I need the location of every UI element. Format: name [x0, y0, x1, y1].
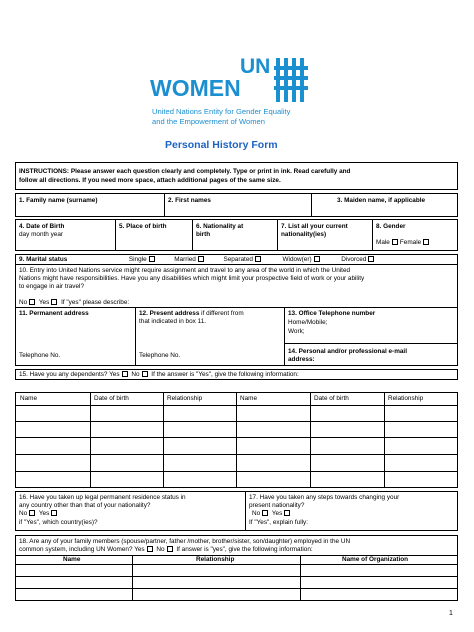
nationality-label-1: 6. Nationality at [196, 223, 244, 230]
present-address-label [139, 310, 244, 317]
first-names-field[interactable] [164, 193, 312, 217]
marital-status-options [19, 256, 376, 263]
q18-text-b: No [156, 546, 165, 553]
office-phone-label: 13. Office Telephone number [288, 310, 376, 317]
un-women-logo [150, 55, 326, 133]
q18-line2 [19, 546, 313, 553]
present-address-rest: if different from [199, 310, 244, 317]
married-label: Married [174, 256, 196, 263]
present-address-line2: that indicated in box 11. [139, 318, 207, 325]
q16-answer [19, 510, 59, 517]
q10-line3: to engage in air travel? [19, 283, 85, 290]
widowed-checkbox[interactable] [314, 256, 320, 262]
q10-no-checkbox[interactable] [29, 299, 35, 305]
logo-women-text: WOMEN [150, 75, 241, 101]
q16-no-label: No [19, 510, 28, 517]
q17-line4: If "Yes", explain fully: [249, 519, 309, 526]
married-checkbox[interactable] [198, 256, 204, 262]
male-checkbox[interactable] [392, 239, 398, 245]
current-nat-label-1: 7. List all your current [281, 223, 348, 230]
marital-status-label: 9. Marital status [19, 256, 68, 263]
q10-no-label: No [19, 299, 28, 306]
q16-no-checkbox[interactable] [29, 510, 35, 516]
female-label: Female [399, 239, 422, 246]
dep-col-name-1: Name [20, 395, 38, 402]
family-name-field[interactable] [15, 193, 165, 217]
q17-no-label: No [252, 510, 261, 517]
q10-answer [19, 299, 129, 306]
instructions-line2: follow all directions. If you need more space, attach additional pages of the same size. [19, 177, 281, 184]
q16-line4: if "Yes", which country(ies)? [19, 519, 98, 526]
home-mobile-label: Home/Mobile; [288, 319, 328, 326]
page-number: 1 [449, 610, 453, 617]
q15-dependents-header [15, 369, 458, 380]
first-names-label: 2. First names [168, 197, 211, 204]
family-name-label: 1. Family name (surname) [19, 197, 98, 204]
q16-yes-label: Yes [38, 510, 50, 517]
divorced-checkbox[interactable] [368, 256, 374, 262]
present-telephone-label: Telephone No. [139, 352, 181, 359]
dep-col-dob-1: Date of birth [94, 395, 129, 402]
q17-no-checkbox[interactable] [262, 510, 268, 516]
q16-line1: 16. Have you taken up legal permanent residence status in [19, 494, 186, 501]
date-of-birth-field[interactable] [15, 219, 116, 251]
permanent-address-label: 11. Permanent address [19, 310, 89, 317]
fam-col-name: Name [63, 556, 81, 563]
q16-line2: any country other than that of your nationality? [19, 502, 151, 509]
q18-line1: 18. Are any of your family members (spouse/partner, father /mother, brother/sister, son/daughter) employed in the UN [19, 538, 351, 545]
single-label: Single [128, 256, 147, 263]
email-label-2: address: [288, 356, 315, 363]
gender-field [372, 219, 458, 251]
dep-col-rel-1: Relationship [167, 395, 203, 402]
gender-label: 8. Gender [376, 223, 406, 230]
permanent-telephone-label: Telephone No. [19, 352, 61, 359]
q18-no-checkbox[interactable] [167, 546, 173, 552]
email-label-1: 14. Personal and/or professional e-mail [288, 348, 407, 355]
q18-text-a: common system, including UN Women? Yes [19, 546, 145, 553]
q17-nationality-change-box [245, 491, 458, 531]
maiden-name-label: 3. Maiden name, if applicable [337, 197, 426, 204]
q10-yes-label: Yes [38, 299, 50, 306]
separated-label: Separated [223, 256, 253, 263]
q15-text-c: If the answer is "Yes", give the following information: [151, 371, 299, 378]
q18-yes-checkbox[interactable] [147, 546, 153, 552]
single-checkbox[interactable] [149, 256, 155, 262]
dob-parts-label: day month year [19, 231, 64, 238]
male-label: Male [376, 239, 390, 246]
dep-col-name-2: Name [240, 395, 258, 402]
office-telephone-field[interactable] [284, 307, 458, 344]
current-nat-label-2: nationality(ies) [281, 231, 327, 238]
q15-question [19, 371, 299, 378]
logo-un-text: UN [240, 55, 271, 78]
divorced-label: Divorced [341, 256, 367, 263]
q10-yes-checkbox[interactable] [51, 299, 57, 305]
present-address-bold: 12. Present address [139, 310, 200, 317]
nationality-label-2: birth [196, 231, 211, 238]
q18-text-c: If answer is "yes", give the following information: [176, 546, 313, 553]
q10-line1: 10. Entry into United Nations service might require assignment and travel to any area of the world in which the United [19, 267, 351, 274]
q15-text-a: 15. Have you any dependents? Yes [19, 371, 120, 378]
q17-line2: present nationality? [249, 502, 305, 509]
q15-no-checkbox[interactable] [142, 371, 148, 377]
fam-col-relationship: Relationship [196, 556, 235, 563]
separated-checkbox[interactable] [255, 256, 261, 262]
gender-options [376, 239, 431, 246]
dob-label: 4. Date of Birth [19, 223, 65, 230]
fam-col-organization: Name of Organization [342, 556, 409, 563]
nationality-at-birth-field[interactable] [192, 219, 278, 251]
dep-col-rel-2: Relationship [388, 395, 424, 402]
form-title: Personal History Form [165, 139, 278, 151]
place-of-birth-field[interactable] [115, 219, 193, 251]
logo-subtitle-line1: United Nations Entity for Gender Equality [152, 107, 291, 116]
q17-yes-label: Yes [271, 510, 283, 517]
female-checkbox[interactable] [423, 239, 429, 245]
present-address-field[interactable] [135, 307, 285, 366]
instructions-line1: INSTRUCTIONS: Please answer each question clearly and completely. Type or print in ink. Read carefully and [19, 168, 351, 175]
q10-describe-label: If "yes" please describe: [61, 299, 130, 306]
permanent-address-field[interactable] [15, 307, 136, 366]
email-field[interactable] [284, 343, 458, 366]
dep-col-dob-2: Date of birth [314, 395, 349, 402]
q18-family-employment-box [15, 535, 458, 556]
q10-disability-box [15, 264, 458, 308]
un-women-emblem-icon [274, 58, 308, 102]
maiden-name-field[interactable] [311, 193, 458, 217]
work-label: Work; [288, 328, 305, 335]
q10-line2: Nations might have responsibilities. Have you any disabilities which might limit your prospective field of work or your ability [19, 275, 365, 282]
q15-text-b: No [131, 371, 140, 378]
logo-subtitle-line2: and the Empowerment of Women [152, 117, 265, 126]
q15-yes-checkbox[interactable] [122, 371, 128, 377]
widowed-label: Widow(er) [282, 256, 312, 263]
q17-answer [252, 510, 292, 517]
current-nationalities-field[interactable] [277, 219, 373, 251]
q16-residence-box [15, 491, 246, 531]
q16-yes-checkbox[interactable] [51, 510, 57, 516]
q17-line1: 17. Have you taken any steps towards changing your [249, 494, 400, 501]
q17-yes-checkbox[interactable] [284, 510, 290, 516]
pob-label: 5. Place of birth [119, 223, 167, 230]
instructions-box [15, 162, 458, 190]
